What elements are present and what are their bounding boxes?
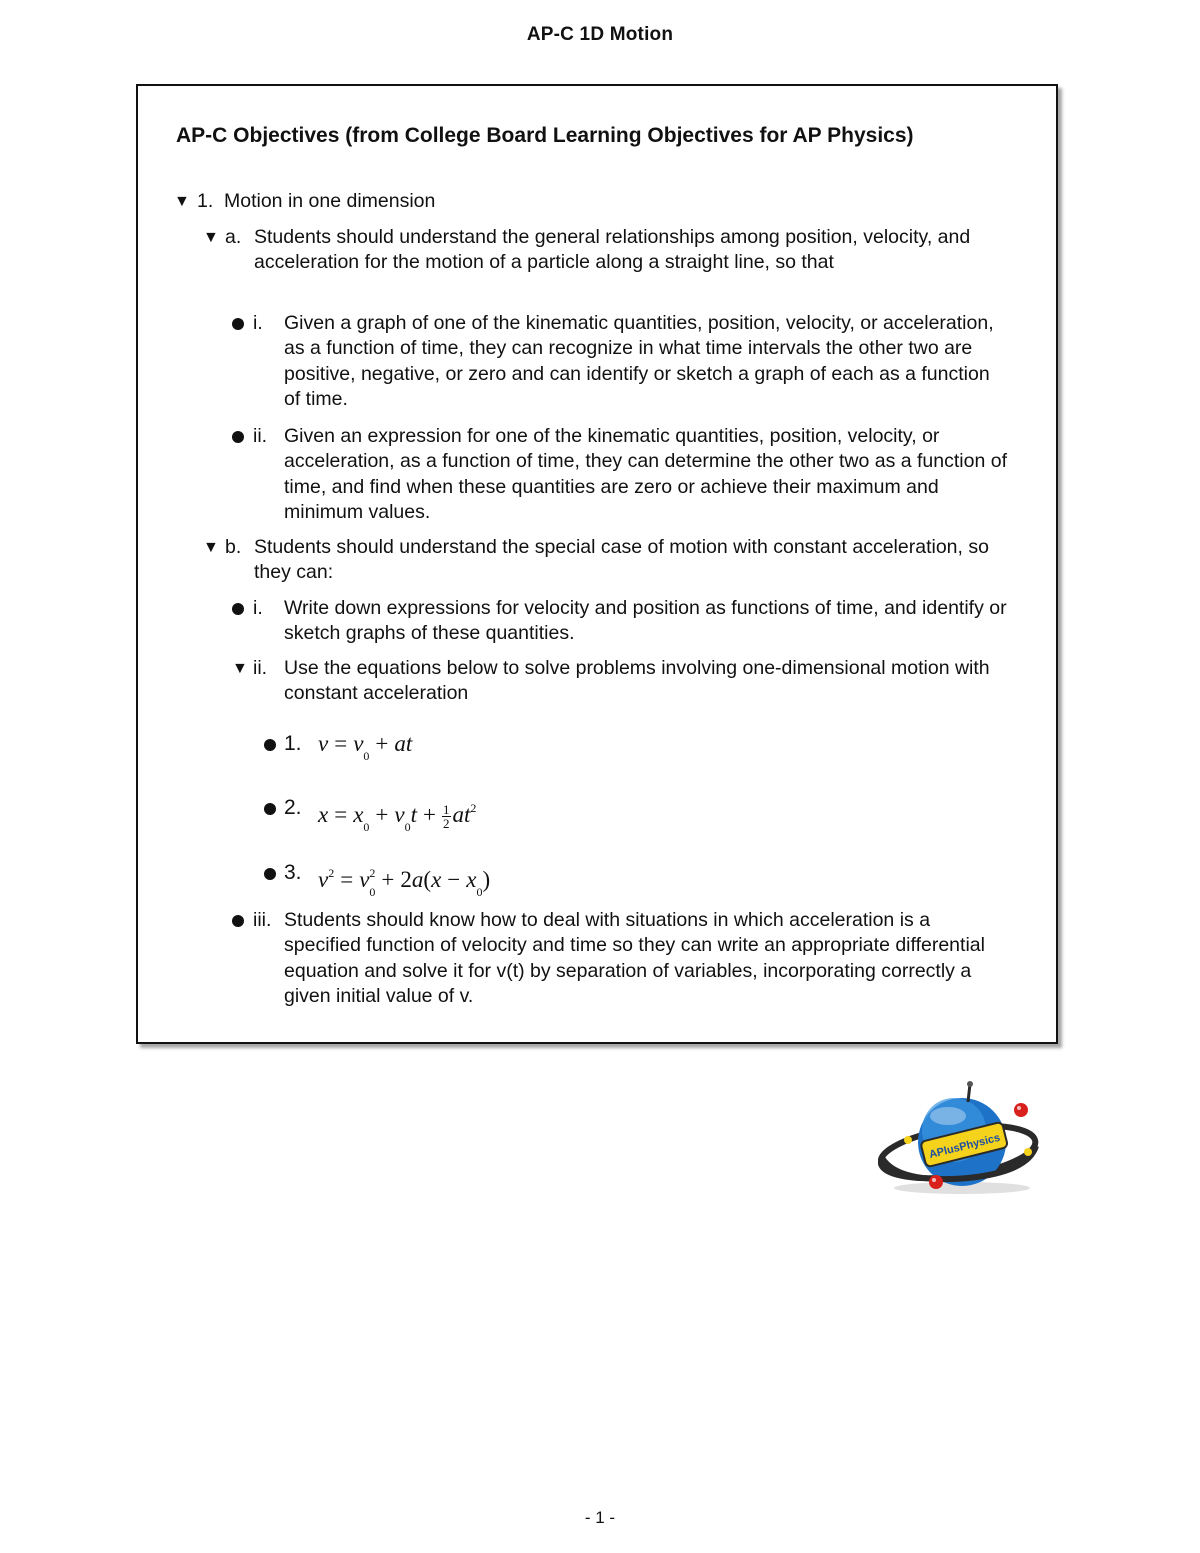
bullet-icon[interactable] [264,793,276,823]
outline-text: Use the equations below to solve problems involving one-dimensional motion with constant acceleration [284,657,990,705]
outline-label: i. [253,312,263,334]
outline-text: Write down expressions for velocity and position as functions of time, and identify or sketch graphs of these quantities. [284,597,1007,645]
aplusphysics-logo [878,1080,1040,1198]
equation-label: 1. [284,732,302,755]
bullet-icon[interactable] [232,596,244,621]
outline-item-b [203,535,993,586]
objectives-title: AP-C Objectives (from College Board Learning Objectives for AP Physics) [176,124,914,147]
objectives-box [136,84,1058,1044]
triangle-down-icon[interactable]: ▼ [203,229,219,246]
outline-item-a-ii [232,424,1008,525]
bullet-icon[interactable] [232,311,244,336]
triangle-down-icon[interactable]: ▼ [174,193,190,210]
outline-label: a. [225,226,242,248]
equation-label: 2. [284,796,302,819]
equation-formula: $v^2 = v^2_0 + 2a(x - x_0)$ [318,866,491,899]
outline-text: Given an expression for one of the kinematic quantities, position, velocity, or acceleration, as a function of time, they can determine the other two as a function of time, and find when these quantities are zero or achieve their maximum and minimum values. [284,425,1007,523]
equation-3 [264,858,664,898]
outline-text: Given a graph of one of the kinematic quantities, position, velocity, or acceleration, as a function of time, they can recognize in what time intervals the other two are positive, negative, or zero and can identify or sketch a graph of each as a function of time. [284,312,994,410]
bullet-icon[interactable] [232,424,244,449]
outline-text: Motion in one dimension [224,190,436,212]
equation-label: 3. [284,861,302,884]
bullet-icon[interactable] [264,729,276,759]
outline-label: ii. [253,425,268,447]
outline-item-b-iii [232,908,1008,1009]
outline-item-b-ii [232,656,1008,707]
triangle-down-icon[interactable]: ▼ [232,660,248,677]
page-header-title: AP-C 1D Motion [526,24,674,45]
outline-label: iii. [253,909,272,931]
triangle-down-icon[interactable]: ▼ [203,539,219,556]
equation-formula: $v = v_0$ + at [318,731,413,763]
outline-text: Students should know how to deal with situations in which acceleration is a specified function of velocity and time so they can write an appropriate differential equation and solve it for v(t) by separation of variables, incorporating correctly a given initial value of v. [284,909,985,1007]
equation-1 [264,729,664,765]
equation-formula: $x = x_0 + v_0t$ + $\frac{1}{2}$ $at^2$ [318,801,477,834]
outline-item-1 [174,189,974,214]
outline-item-a-i [232,311,1008,412]
equation-2 [264,793,664,833]
logo-banner-text: APlusPhysics [927,1131,1002,1162]
page-number: - 1 - [584,1508,616,1527]
outline-text: Students should understand the general relationships among position, velocity, and acceleration for the motion of a particle along a straight line, so that [254,226,971,274]
outline-item-a [203,225,993,276]
bullet-icon[interactable] [264,858,276,888]
outline-item-b-i [232,596,1008,647]
bullet-icon[interactable] [232,908,244,933]
outline-label: i. [253,597,263,619]
outline-label: b. [225,536,242,558]
outline-label: 1. [197,190,214,212]
outline-text: Students should understand the special case of motion with constant acceleration, so they can: [254,536,989,584]
outline-label: ii. [253,657,268,679]
